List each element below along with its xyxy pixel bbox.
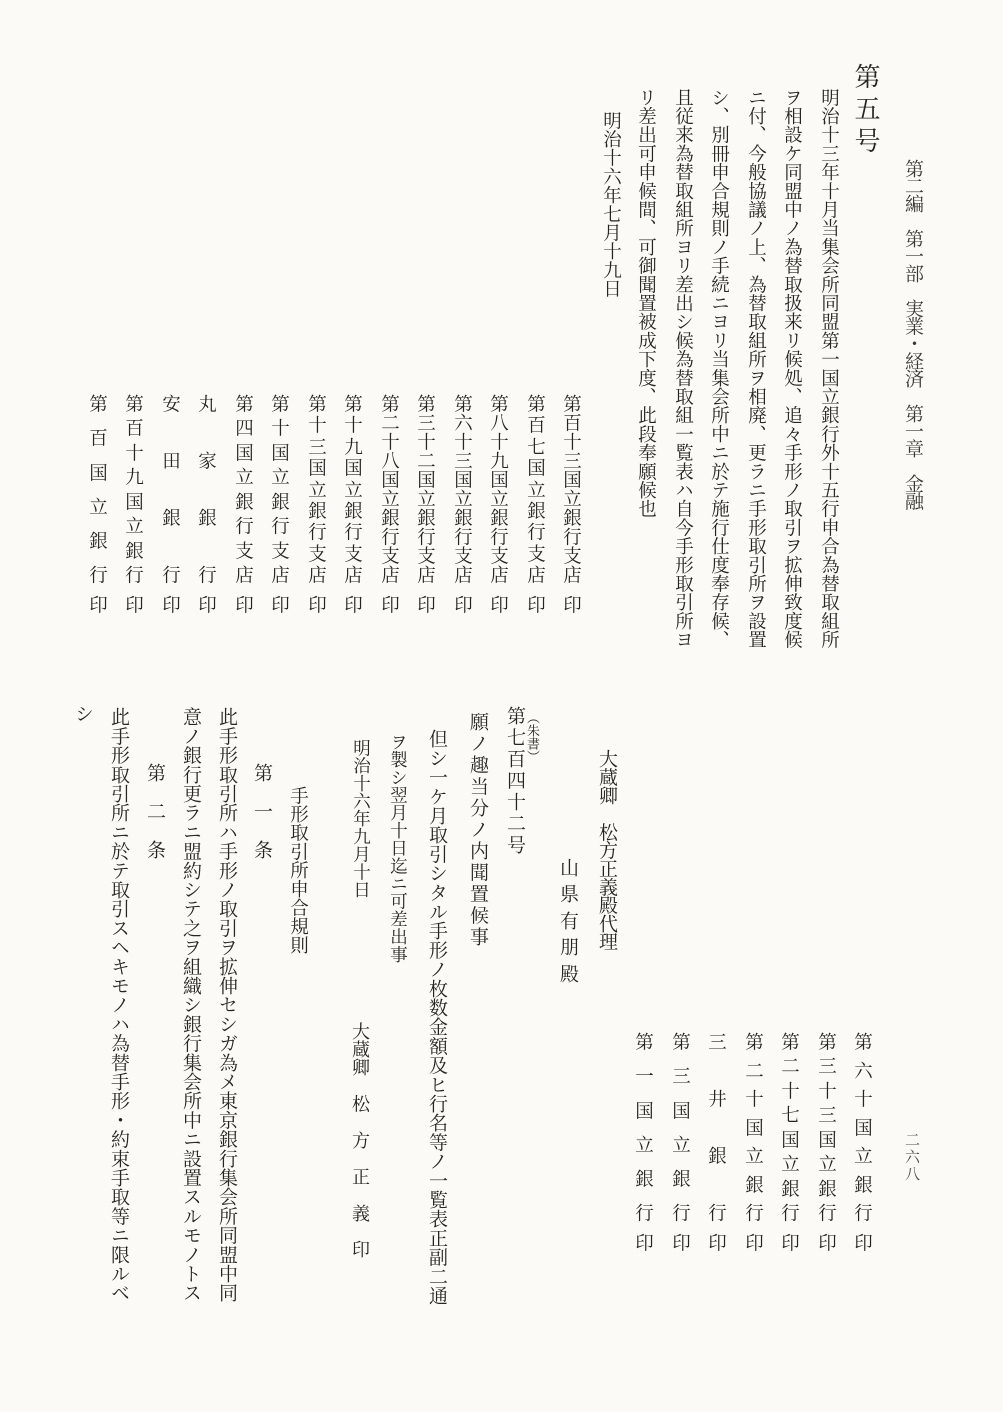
bank-name: 第 二 十 七 国 立 銀 行 xyxy=(778,1032,799,1222)
seal-mark: 印 xyxy=(451,595,472,614)
letter1-line: ヲ相設ケ同盟中ノ為替取扱来リ候処、追々手形ノ取引ヲ拡伸致度候 xyxy=(781,88,802,649)
signatory-bank xyxy=(779,1032,798,1252)
reply-line: ヲ製シ翌月十日迄ニ可差出事 xyxy=(388,733,409,964)
bank-name: 第 百 国 立 銀 行 xyxy=(86,394,107,584)
seal-mark: 印 xyxy=(524,595,545,614)
bank-name: 第 十 国 立 銀 行 支 店 xyxy=(268,394,289,584)
signatory-bank xyxy=(670,1032,689,1252)
seal-mark: 印 xyxy=(669,1233,690,1252)
article-line: シ xyxy=(72,704,93,724)
reply-date: 明治十六年九月十日 xyxy=(351,739,372,899)
signatory-bank xyxy=(415,394,434,614)
seal-mark: 印 xyxy=(742,1233,763,1252)
signatory-bank xyxy=(87,394,106,614)
seal-mark: 印 xyxy=(341,595,362,614)
bank-name: 第 十 三 国 立 銀 行 支 店 xyxy=(305,394,326,584)
signatory-bank xyxy=(160,394,179,614)
signatory-bank xyxy=(233,394,252,614)
bank-name: 第 八 十 九 国 立 銀 行 支 店 xyxy=(487,394,508,584)
signatory-bank xyxy=(452,394,471,614)
bank-name: 第 三 国 立 銀 行 xyxy=(669,1032,690,1222)
article-label: 第 二 条 xyxy=(144,763,165,859)
letter1-line: リ差出可申候間、可御聞置被成下度、此段奉願候也 xyxy=(635,88,656,519)
article-label: 第 一 条 xyxy=(251,763,272,859)
red-ink-annotation: （朱書） xyxy=(525,711,540,763)
seal-mark: 印 xyxy=(305,595,326,614)
page-title: 第五号 xyxy=(851,63,880,159)
letter1-line: 且従来為替取組所ヨリ差出シ候為替取組一覧表ハ自今手形取引所ヨ xyxy=(672,88,693,649)
seal-mark: 印 xyxy=(632,1233,653,1252)
signatory-bank xyxy=(743,1032,762,1252)
signatory-bank xyxy=(488,394,507,614)
seal-mark: 印 xyxy=(487,595,508,614)
seal-mark: 印 xyxy=(232,595,253,614)
bank-name: 安 田 銀 行 xyxy=(159,394,180,584)
signatory-bank xyxy=(379,394,398,614)
letter1-date: 明治十六年七月十九日 xyxy=(600,111,621,298)
letter1-line: シ、別冊申合規則ノ手続ニヨリ当集会所中ニ於テ施行仕度奉存候、 xyxy=(708,88,729,649)
addressee-name: 山 県 有 朋 殿 xyxy=(557,858,578,983)
article-line: 此手形取引所ハ手形ノ取引ヲ拡伸セシガ為メ東京銀行集会所同盟中同 xyxy=(216,707,237,1303)
minister-signature: 大蔵卿 松 方 正 義 印 xyxy=(350,1022,370,1259)
seal-mark: 印 xyxy=(268,595,289,614)
signatory-bank xyxy=(525,394,544,614)
bank-name: 第 六 十 三 国 立 銀 行 支 店 xyxy=(451,394,472,584)
article-line: 此手形取引所ニ於テ取引スヘキモノハ為替手形・約束手取等ニ限ルベ xyxy=(108,707,129,1303)
chapter-header: 第二編 第一部 実業・経済 第一章 金融 xyxy=(902,159,923,509)
bank-name: 第 百 十 九 国 立 銀 行 xyxy=(122,394,143,584)
bank-name: 第 三 十 二 国 立 銀 行 支 店 xyxy=(414,394,435,584)
reply-number: 第七百四十二号 xyxy=(504,706,525,857)
seal-mark: 印 xyxy=(414,595,435,614)
reply-line: 但シ一ケ月取引シタル手形ノ枚数金額及ヒ行名等ノ一覧表正副二通 xyxy=(426,729,447,1305)
seal-mark: 印 xyxy=(159,595,180,614)
bank-name: 第 一 国 立 銀 行 xyxy=(632,1032,653,1222)
letter1-line: ニ付、今般協議ノ上、為替取組所ヲ相廃、更ラニ手形取引所ヲ設置 xyxy=(745,88,766,649)
reply-line: 願ノ趣当分ノ内聞置候事 xyxy=(467,712,488,949)
signatory-bank xyxy=(561,394,580,614)
signatory-bank xyxy=(633,1032,652,1252)
signatory-bank xyxy=(342,394,361,614)
seal-mark: 印 xyxy=(86,595,107,614)
letter1-line: 明治十三年十月当集会所同盟第一国立銀行外十五行申合為替取組所 xyxy=(818,88,839,649)
bank-name: 丸 家 銀 行 xyxy=(195,394,216,584)
seal-mark: 印 xyxy=(705,1233,726,1252)
seal-mark: 印 xyxy=(560,595,581,614)
seal-mark: 印 xyxy=(815,1233,836,1252)
signatory-bank xyxy=(269,394,288,614)
signatory-bank xyxy=(306,394,325,614)
addressee-line: 大蔵卿 松方正義殿代理 xyxy=(596,749,617,951)
bank-name: 第 四 国 立 銀 行 支 店 xyxy=(232,394,253,584)
bank-name: 第 百 七 国 立 銀 行 支 店 xyxy=(524,394,545,584)
seal-mark: 印 xyxy=(195,595,216,614)
bank-name: 第 十 九 国 立 銀 行 支 店 xyxy=(341,394,362,584)
article-line: 意ノ銀行更ラニ盟約シテ之ヲ組織シ銀行集会所中ニ設置スルモノトス xyxy=(180,707,201,1303)
seal-mark: 印 xyxy=(378,595,399,614)
page-number: 二六八 xyxy=(903,1132,919,1183)
bank-name: 第 二 十 国 立 銀 行 xyxy=(742,1032,763,1222)
signatory-bank xyxy=(816,1032,835,1252)
bank-name: 第 三 十 三 国 立 銀 行 xyxy=(815,1032,836,1222)
signatory-bank xyxy=(852,1032,871,1252)
bank-name: 第 六 十 国 立 銀 行 xyxy=(851,1032,872,1222)
seal-mark: 印 xyxy=(778,1233,799,1252)
signatory-bank xyxy=(196,394,215,614)
bank-name: 第 二 十 八 国 立 銀 行 支 店 xyxy=(378,394,399,584)
signatory-bank xyxy=(123,394,142,614)
signatory-bank xyxy=(706,1032,725,1252)
bank-name: 第 百 十 三 国 立 銀 行 支 店 xyxy=(560,394,581,584)
rules-title: 手形取引所申合規則 xyxy=(287,786,308,955)
seal-mark: 印 xyxy=(851,1233,872,1252)
bank-name: 三 井 銀 行 xyxy=(705,1032,726,1222)
seal-mark: 印 xyxy=(122,595,143,614)
